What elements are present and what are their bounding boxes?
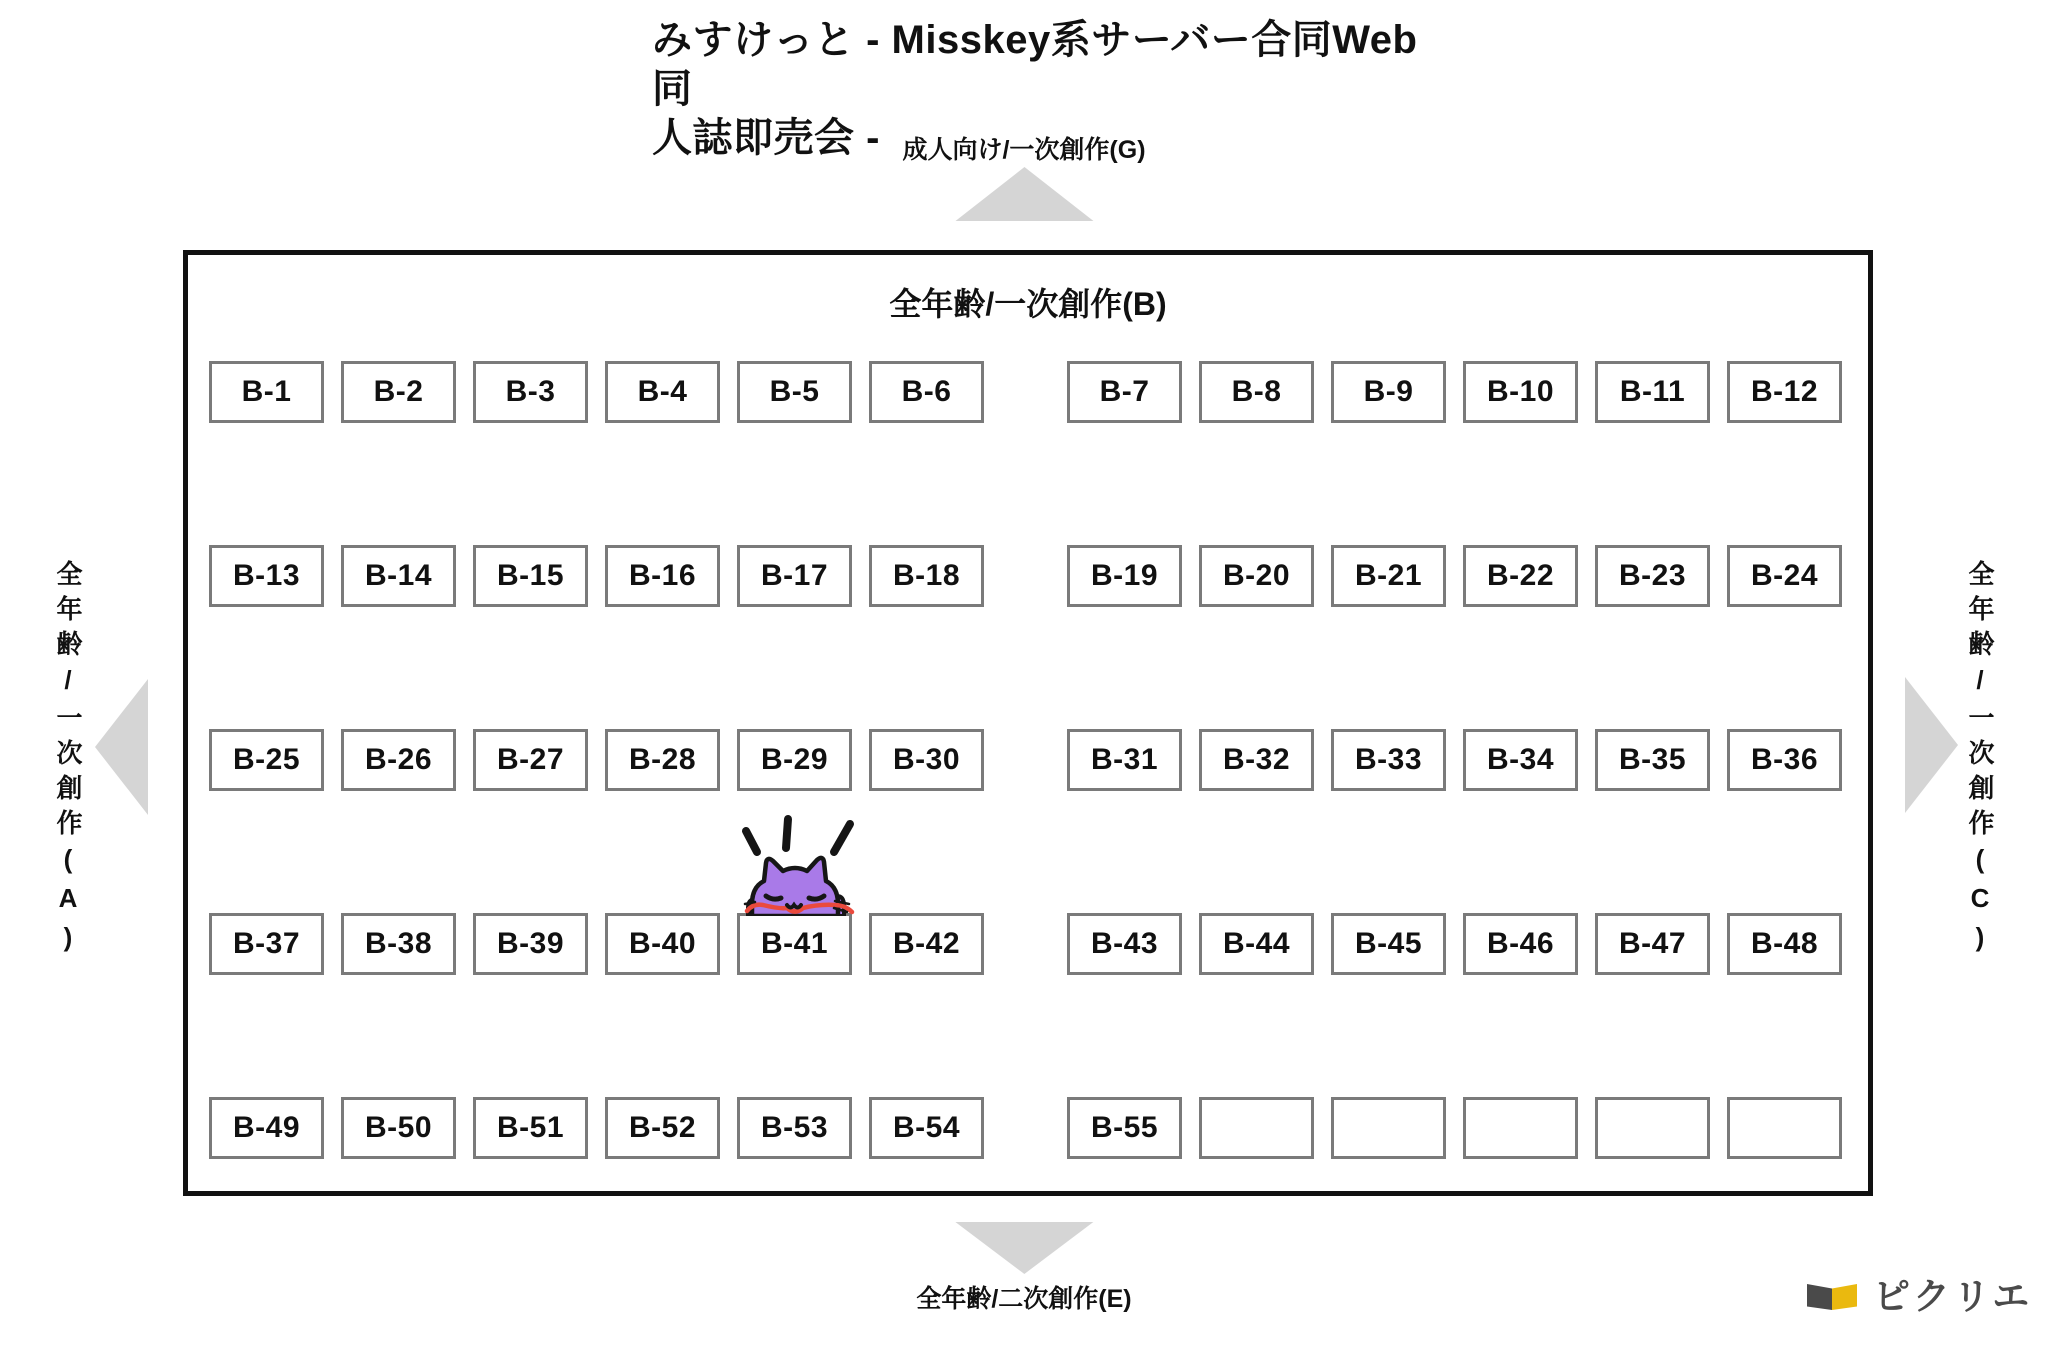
booth-B-17[interactable]: B-17	[737, 545, 852, 607]
booth-B-41[interactable]: B-41	[737, 913, 852, 975]
booth-B-20[interactable]: B-20	[1199, 545, 1314, 607]
booth-group-left	[209, 545, 984, 607]
booth-B-40[interactable]: B-40	[605, 913, 720, 975]
nav-top-label: 成人向け/一次創作(G)	[902, 136, 1146, 164]
pictlie-logo[interactable]	[1806, 1278, 2032, 1315]
booth-row-1	[209, 361, 1842, 423]
booth-B-2[interactable]: B-2	[341, 361, 456, 423]
booth-B-9[interactable]: B-9	[1331, 361, 1446, 423]
booth-B-13[interactable]: B-13	[209, 545, 324, 607]
booth-B-33[interactable]: B-33	[1331, 729, 1446, 791]
booth-B-5[interactable]: B-5	[737, 361, 852, 423]
booth-B-15[interactable]: B-15	[473, 545, 588, 607]
arrow-left-icon[interactable]	[95, 679, 148, 815]
booth-B-55[interactable]: B-55	[1067, 1097, 1182, 1159]
booth-B-18[interactable]: B-18	[869, 545, 984, 607]
area-label: 全年齢/一次創作(B)	[889, 286, 1167, 322]
booth-B-46[interactable]: B-46	[1463, 913, 1578, 975]
booth-B-4[interactable]: B-4	[605, 361, 720, 423]
booth-B-24[interactable]: B-24	[1727, 545, 1842, 607]
booth-B-37[interactable]: B-37	[209, 913, 324, 975]
booth-B-31[interactable]: B-31	[1067, 729, 1182, 791]
booth-B-28[interactable]: B-28	[605, 729, 720, 791]
cat-mascot-icon[interactable]	[731, 812, 859, 916]
booth-B-1[interactable]: B-1	[209, 361, 324, 423]
pictlie-logo-text: ピクリエ	[1873, 1276, 2033, 1317]
booth-grid	[188, 255, 1868, 1191]
arrow-up-icon[interactable]	[955, 167, 1093, 221]
booth-group-right	[1067, 1097, 1842, 1159]
booth-B-44[interactable]: B-44	[1199, 913, 1314, 975]
booth-group-right	[1067, 913, 1842, 975]
booth-B-42[interactable]: B-42	[869, 913, 984, 975]
nav-left-label: 全年齢/一次創作(A)	[53, 560, 83, 961]
booth-B-19[interactable]: B-19	[1067, 545, 1182, 607]
booth-B-22[interactable]: B-22	[1463, 545, 1578, 607]
booth-B-21[interactable]: B-21	[1331, 545, 1446, 607]
booth-B-49[interactable]: B-49	[209, 1097, 324, 1159]
nav-area-bottom[interactable]	[916, 1222, 1131, 1316]
booth-B-43[interactable]: B-43	[1067, 913, 1182, 975]
booth-row-2	[209, 545, 1842, 607]
booth-group-left	[209, 913, 984, 975]
booth-B-12[interactable]: B-12	[1727, 361, 1842, 423]
nav-right-label: 全年齢/一次創作(C)	[1965, 560, 1995, 961]
booth-B-47[interactable]: B-47	[1595, 913, 1710, 975]
booth-B-30[interactable]: B-30	[869, 729, 984, 791]
booth-B-32[interactable]: B-32	[1199, 729, 1314, 791]
booth-B-14[interactable]: B-14	[341, 545, 456, 607]
booth-B-39[interactable]: B-39	[473, 913, 588, 975]
booth-B-50[interactable]: B-50	[341, 1097, 456, 1159]
booth-empty	[1727, 1097, 1842, 1159]
booth-row-3	[209, 729, 1842, 791]
booth-group-right	[1067, 545, 1842, 607]
booth-group-right	[1067, 361, 1842, 423]
booth-B-51[interactable]: B-51	[473, 1097, 588, 1159]
booth-B-7[interactable]: B-7	[1067, 361, 1182, 423]
booth-B-27[interactable]: B-27	[473, 729, 588, 791]
booth-empty	[1199, 1097, 1314, 1159]
booth-group-right	[1067, 729, 1842, 791]
booth-B-34[interactable]: B-34	[1463, 729, 1578, 791]
floor-map	[183, 250, 1873, 1196]
page-title-line1: みすけっと - Misskey系サーバー合同Web同	[652, 18, 1418, 111]
booth-row-5	[209, 1097, 1842, 1159]
booth-B-45[interactable]: B-45	[1331, 913, 1446, 975]
booth-B-48[interactable]: B-48	[1727, 913, 1842, 975]
booth-B-16[interactable]: B-16	[605, 545, 720, 607]
pictlie-logo-icon	[1806, 1282, 1858, 1312]
booth-empty	[1463, 1097, 1578, 1159]
nav-area-top[interactable]	[902, 133, 1145, 221]
booth-B-29[interactable]: B-29	[737, 729, 852, 791]
booth-B-54[interactable]: B-54	[869, 1097, 984, 1159]
booth-group-left	[209, 361, 984, 423]
booth-B-35[interactable]: B-35	[1595, 729, 1710, 791]
booth-B-53[interactable]: B-53	[737, 1097, 852, 1159]
booth-empty	[1331, 1097, 1446, 1159]
booth-B-36[interactable]: B-36	[1727, 729, 1842, 791]
arrow-down-icon[interactable]	[955, 1222, 1093, 1274]
nav-bottom-label: 全年齢/二次創作(E)	[916, 1285, 1132, 1313]
booth-B-23[interactable]: B-23	[1595, 545, 1710, 607]
booth-group-left	[209, 1097, 984, 1159]
booth-B-3[interactable]: B-3	[473, 361, 588, 423]
booth-B-8[interactable]: B-8	[1199, 361, 1314, 423]
booth-group-left	[209, 729, 984, 791]
booth-B-25[interactable]: B-25	[209, 729, 324, 791]
booth-empty	[1595, 1097, 1710, 1159]
arrow-right-icon[interactable]	[1905, 677, 1958, 813]
booth-B-6[interactable]: B-6	[869, 361, 984, 423]
booth-B-26[interactable]: B-26	[341, 729, 456, 791]
booth-B-10[interactable]: B-10	[1463, 361, 1578, 423]
booth-B-38[interactable]: B-38	[341, 913, 456, 975]
booth-B-11[interactable]: B-11	[1595, 361, 1710, 423]
booth-row-4	[209, 913, 1842, 975]
booth-B-52[interactable]: B-52	[605, 1097, 720, 1159]
page-title-line2: 人誌即売会 -	[652, 116, 880, 160]
